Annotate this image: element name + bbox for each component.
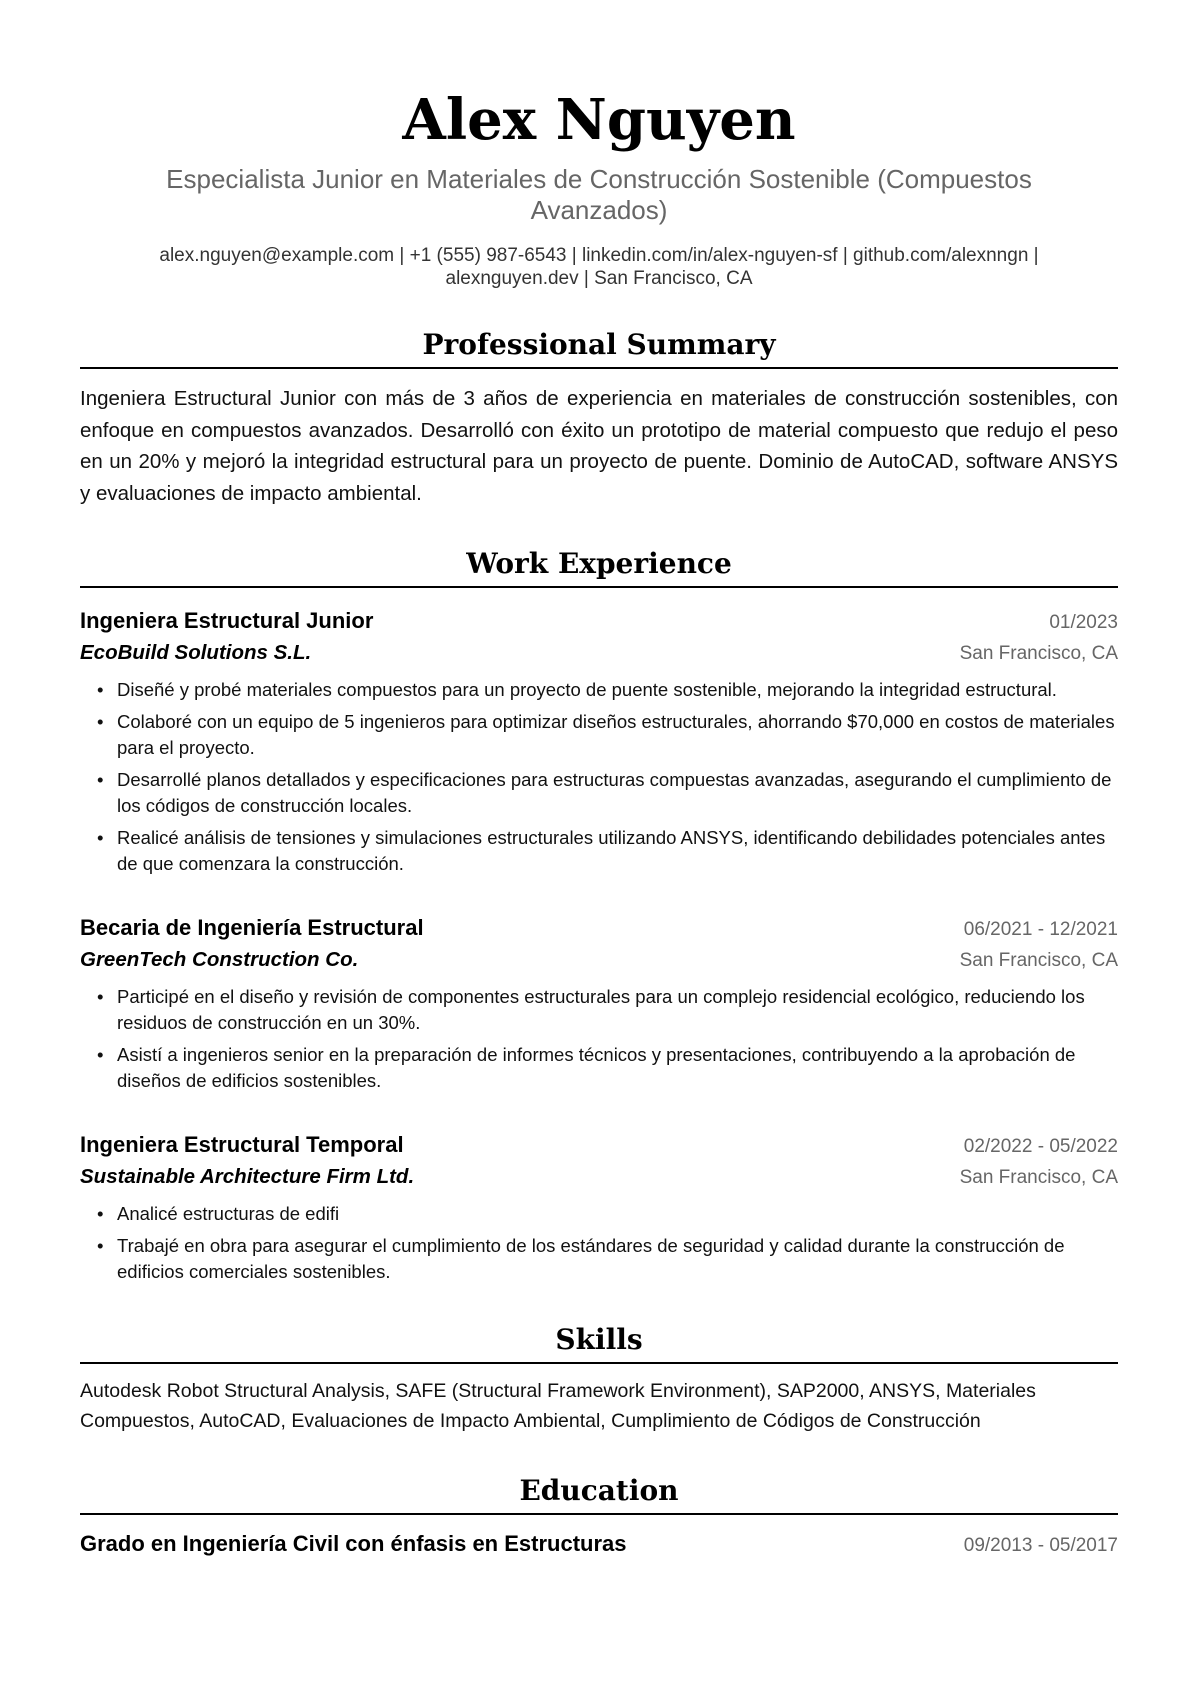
experience-heading: Work Experience bbox=[80, 547, 1118, 588]
job-bullet: • Trabajé en obra para asegurar el cumplimiento de los estándares de seguridad y calidad durante la construcción de edificios comerciales sostenibles. bbox=[80, 1233, 1118, 1285]
education-heading: Education bbox=[80, 1474, 1118, 1515]
degree-title: Grado en Ingeniería Civil con énfasis en Estructuras bbox=[80, 1531, 627, 1556]
education-date: 09/2013 - 05/2017 bbox=[963, 1535, 1118, 1556]
experience-section bbox=[80, 547, 1118, 1285]
summary-section bbox=[80, 328, 1118, 509]
candidate-name: Alex Nguyen bbox=[402, 87, 796, 153]
skills-text: Autodesk Robot Structural Analysis, SAFE (Structural Framework Environment), SAP2000, ANSYS, Materiales Compuestos, AutoCAD, Evaluaciones de Impacto Ambiental, Cumplimiento de Códigos de Construcción bbox=[80, 1380, 1036, 1432]
job-bullet: • Participé en el diseño y revisión de componentes estructurales para un complejo residencial ecológico, reduciendo los residuos de construcción en un 30%. bbox=[80, 984, 1118, 1036]
education-entry bbox=[80, 1529, 1118, 1561]
job-bullet: • Asistí a ingenieros senior en la preparación de informes técnicos y presentaciones, contribuyendo a la aprobación de diseños de edificios sostenibles. bbox=[80, 1042, 1118, 1094]
job-company: EcoBuild Solutions S.L. bbox=[80, 641, 312, 664]
job-entry bbox=[80, 1130, 1118, 1285]
skills-section bbox=[80, 1323, 1118, 1436]
job-title: Ingeniera Estructural Junior bbox=[80, 608, 374, 633]
candidate-title: Especialista Junior en Materiales de Construcción Sostenible (Compuestos Avanzados) bbox=[166, 164, 1032, 225]
job-location: San Francisco, CA bbox=[959, 643, 1118, 664]
job-location: San Francisco, CA bbox=[959, 1167, 1118, 1188]
job-date: 06/2021 - 12/2021 bbox=[963, 919, 1118, 940]
job-entry bbox=[80, 913, 1118, 1094]
education-section bbox=[80, 1474, 1118, 1561]
contact-line: alex.nguyen@example.com | +1 (555) 987-6543 | linkedin.com/in/alex-nguyen-sf | github.com/alexnngn | alexnguyen.dev | San Francisco, CA bbox=[159, 245, 1039, 289]
summary-text: Ingeniera Estructural Junior con más de 3 años de experiencia en materiales de construcción sostenibles, con enfoque en compuestos avanzados. Desarrolló con éxito un prototipo de material compuesto que redujo el peso en un 20% y mejoró la integridad estructural para un proyecto de puente. Dominio de AutoCAD, software ANSYS y evaluaciones de impacto ambiental. bbox=[80, 387, 1118, 505]
job-date: 02/2022 - 05/2022 bbox=[963, 1136, 1118, 1157]
job-location: San Francisco, CA bbox=[959, 950, 1118, 971]
job-bullet: • Diseñé y probé materiales compuestos para un proyecto de puente sostenible, mejorando la integridad estructural. bbox=[80, 677, 1118, 703]
job-bullet: • Realicé análisis de tensiones y simulaciones estructurales utilizando ANSYS, identificando debilidades potenciales antes de que comenzara la construcción. bbox=[80, 825, 1118, 877]
summary-heading: Professional Summary bbox=[80, 328, 1118, 369]
job-date: 01/2023 bbox=[1049, 612, 1118, 633]
resume-content bbox=[80, 0, 1118, 1561]
job-company: GreenTech Construction Co. bbox=[80, 948, 359, 971]
job-bullets bbox=[80, 1201, 1118, 1285]
job-title: Ingeniera Estructural Temporal bbox=[80, 1132, 404, 1157]
job-bullets bbox=[80, 984, 1118, 1094]
skills-heading: Skills bbox=[80, 1323, 1118, 1364]
job-bullet: • Desarrollé planos detallados y especificaciones para estructuras compuestas avanzadas, asegurando el cumplimiento de los códigos de construcción locales. bbox=[80, 767, 1118, 819]
job-company: Sustainable Architecture Firm Ltd. bbox=[80, 1165, 415, 1188]
job-bullets bbox=[80, 677, 1118, 877]
job-entry bbox=[80, 606, 1118, 877]
job-title: Becaria de Ingeniería Estructural bbox=[80, 915, 424, 940]
job-bullet: • Analicé estructuras de edifi bbox=[80, 1201, 1118, 1227]
job-bullet: • Colaboré con un equipo de 5 ingenieros para optimizar diseños estructurales, ahorrando $70,000 en costos de materiales para el proyecto. bbox=[80, 709, 1118, 761]
